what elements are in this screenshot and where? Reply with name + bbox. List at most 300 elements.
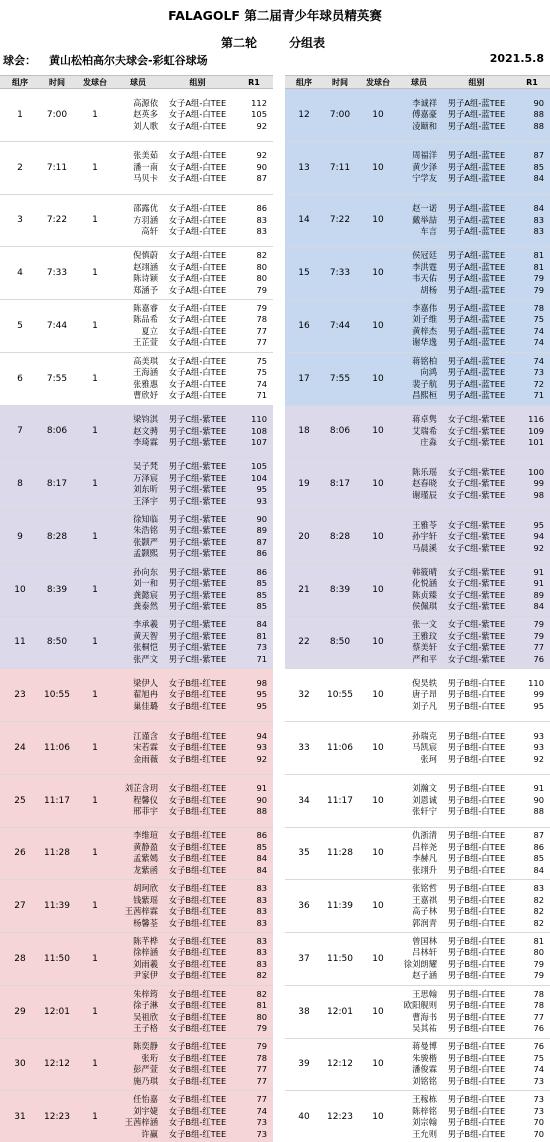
player-division: 女子B组-红TEE: [168, 864, 227, 875]
player-division: 女子B组-红TEE: [168, 958, 227, 969]
player-division: 女子A组-白TEE: [168, 337, 227, 348]
player-list: [399, 195, 550, 247]
group-number: 23: [14, 690, 26, 701]
player-r1-score: 116: [528, 414, 544, 425]
player-division: 女子B组-红TEE: [168, 1075, 227, 1086]
player-r1-score: 70: [533, 1117, 544, 1128]
player-division: 男子A组-蓝TEE: [447, 337, 506, 348]
group-number: 30: [14, 1059, 26, 1070]
round-heading: [0, 34, 550, 52]
player-row: [399, 631, 550, 643]
player-row: [399, 98, 550, 110]
starting-tee: 1: [92, 479, 98, 490]
player-r1-score: 75: [533, 1052, 544, 1063]
player-division: 女子B组-红TEE: [168, 988, 227, 999]
player-name: 宋若霖: [133, 742, 158, 753]
player-division: 男子A组-蓝TEE: [447, 367, 506, 378]
tee-time: 12:01: [44, 1006, 70, 1017]
player-row: [116, 356, 273, 368]
player-name: 徐知临: [133, 513, 158, 524]
starting-tee: 10: [372, 215, 384, 226]
tee-time: 7:11: [46, 162, 68, 173]
group-number: 26: [14, 848, 26, 859]
player-division: 女子A组-白TEE: [168, 314, 227, 325]
player-r1-score: 99: [533, 689, 544, 700]
player-name: 车言: [420, 226, 437, 237]
starting-tee: 1: [92, 531, 98, 542]
player-row: [116, 970, 273, 982]
player-list: [116, 564, 273, 616]
player-list: [399, 406, 550, 458]
player-division: 男子B组-白TEE: [447, 1000, 506, 1011]
player-name: 张铭哲: [412, 883, 437, 894]
tee-time: 11:17: [327, 795, 353, 806]
player-r1-score: 81: [256, 630, 267, 641]
player-row: [116, 865, 273, 877]
player-name: 程馨仪: [133, 794, 158, 805]
player-row: [116, 1076, 273, 1088]
player-row: [399, 250, 550, 262]
player-name: 周福洋: [412, 150, 437, 161]
player-r1-score: 74: [533, 325, 544, 336]
player-name: 韦天佑: [412, 273, 437, 284]
player-name: 刘宇婕: [133, 1105, 158, 1116]
player-division: 男子B组-白TEE: [447, 864, 506, 875]
player-r1-score: 83: [256, 214, 267, 225]
player-name: 刘一和: [133, 578, 158, 589]
pairing-group: [0, 986, 273, 1039]
player-division: 男子A组-蓝TEE: [447, 120, 506, 131]
player-division: 男子B组-白TEE: [447, 677, 506, 688]
player-list: [399, 511, 550, 563]
starting-tee: 10: [372, 848, 384, 859]
player-row: [399, 830, 550, 842]
player-r1-score: 112: [251, 97, 267, 108]
player-row: [116, 514, 273, 526]
pairing-group: [0, 669, 273, 722]
player-row: [399, 414, 550, 426]
tee-time: 7:22: [46, 215, 68, 226]
player-division: 男子B组-白TEE: [447, 742, 506, 753]
player-name: 侯冠廷: [412, 250, 437, 261]
player-list: [116, 458, 273, 510]
player-list: [116, 195, 273, 247]
player-division: 男子B组-白TEE: [447, 906, 506, 917]
player-r1-score: 84: [256, 619, 267, 630]
player-name: 仇浙清: [412, 830, 437, 841]
venue-name: 黄山松柏高尔夫球会-彩虹谷球场: [49, 54, 208, 67]
player-row: [399, 1064, 550, 1076]
player-name: 彭严萱: [133, 1064, 158, 1075]
player-row: [116, 853, 273, 865]
player-row: [116, 1041, 273, 1053]
player-division: 男子B组-白TEE: [447, 783, 506, 794]
pairing-group: [285, 353, 550, 406]
player-r1-score: 91: [533, 578, 544, 589]
tee-time: 12:12: [44, 1059, 70, 1070]
player-r1-score: 101: [528, 437, 544, 448]
player-name: 黄静盈: [133, 841, 158, 852]
player-name: 曹海书: [412, 1011, 437, 1022]
player-division: 男子A组-蓝TEE: [447, 109, 506, 120]
group-number: 33: [298, 742, 310, 753]
player-name: 李嘉伟: [412, 302, 437, 313]
player-r1-score: 84: [533, 601, 544, 612]
player-name: 化悦涵: [412, 578, 437, 589]
player-name: 吴其祐: [412, 1023, 437, 1034]
player-name: 王茜梓涵: [124, 1117, 158, 1128]
pairing-group: [0, 1091, 273, 1142]
player-list: [399, 775, 550, 827]
player-row: [399, 731, 550, 743]
player-division: 女子A组-白TEE: [168, 161, 227, 172]
player-r1-score: 73: [533, 1105, 544, 1116]
player-name: 尹家伊: [133, 970, 158, 981]
player-name: 孟颢熙: [133, 548, 158, 559]
player-division: 女子A组-白TEE: [168, 109, 227, 120]
player-division: 女子A组-白TEE: [168, 97, 227, 108]
player-name: 王嘉祺: [412, 894, 437, 905]
pairing-group: [285, 828, 550, 881]
player-row: [399, 1076, 550, 1088]
player-list: [399, 669, 550, 721]
header-r1: R1: [248, 77, 260, 87]
tee-time: 8:50: [46, 637, 68, 648]
player-row: [116, 936, 273, 948]
player-r1-score: 79: [533, 630, 544, 641]
player-name: 黄天智: [133, 630, 158, 641]
tee-time: 8:39: [46, 584, 68, 595]
tee-time: 7:33: [329, 268, 351, 279]
player-name: 孟紫嫣: [133, 853, 158, 864]
player-r1-score: 93: [256, 742, 267, 753]
pairing-group: [0, 722, 273, 775]
player-name: 刘子维: [412, 314, 437, 325]
page-title: FALAGOLF 第二届青少年球员精英赛: [168, 8, 382, 23]
player-name: 陈乐瑶: [412, 466, 437, 477]
tee-time: 8:06: [329, 426, 351, 437]
player-name: 欧阳舰则: [403, 1000, 437, 1011]
player-division: 男子C组-紫TEE: [168, 630, 227, 641]
starting-tee: 1: [92, 215, 98, 226]
player-r1-score: 77: [256, 1064, 267, 1075]
event-date: 2021.5.8: [489, 52, 544, 65]
player-name: 潘俊霖: [412, 1064, 437, 1075]
player-row: [399, 1129, 550, 1141]
player-r1-score: 95: [533, 700, 544, 711]
player-list: [116, 722, 273, 774]
player-row: [116, 601, 273, 613]
pairing-group: [285, 564, 550, 617]
player-row: [116, 567, 273, 579]
header-player: 球员: [411, 77, 427, 87]
player-name: 高源依: [133, 97, 158, 108]
player-name: 张桐恺: [133, 642, 158, 653]
player-r1-score: 100: [528, 466, 544, 477]
player-r1-score: 76: [533, 653, 544, 664]
player-division: 男子C组-紫TEE: [168, 642, 227, 653]
player-division: 男子B组-白TEE: [447, 806, 506, 817]
player-r1-score: 84: [533, 173, 544, 184]
player-r1-score: 77: [256, 325, 267, 336]
player-r1-score: 78: [256, 1052, 267, 1063]
header-time: 时间: [332, 77, 348, 87]
player-name: 张轩宁: [412, 806, 437, 817]
player-r1-score: 81: [533, 250, 544, 261]
player-name: 万泽宸: [133, 472, 158, 483]
player-division: 男子B组-白TEE: [447, 1128, 506, 1139]
tee-time: 8:17: [46, 479, 68, 490]
pairing-group: [0, 89, 273, 142]
player-division: 男子B组-白TEE: [447, 830, 506, 841]
player-r1-score: 79: [256, 284, 267, 295]
player-division: 男子B组-白TEE: [447, 689, 506, 700]
player-name: 张雅惠: [133, 378, 158, 389]
player-row: [116, 619, 273, 631]
player-division: 女子C组-紫TEE: [447, 478, 506, 489]
player-list: [116, 300, 273, 352]
player-name: 刘人歌: [133, 120, 158, 131]
player-row: [399, 1106, 550, 1118]
player-list: [116, 669, 273, 721]
player-division: 女子B组-红TEE: [168, 1041, 227, 1052]
player-r1-score: 73: [533, 367, 544, 378]
player-division: 男子C组-紫TEE: [168, 578, 227, 589]
player-row: [399, 701, 550, 713]
player-division: 男子A组-蓝TEE: [447, 355, 506, 366]
player-name: 向鸿: [420, 367, 437, 378]
player-r1-score: 70: [533, 1128, 544, 1139]
player-row: [399, 367, 550, 379]
player-division: 男子B组-白TEE: [447, 1052, 506, 1063]
player-r1-score: 78: [533, 988, 544, 999]
player-row: [116, 98, 273, 110]
player-r1-score: 81: [256, 1000, 267, 1011]
player-division: 男子C组-紫TEE: [168, 653, 227, 664]
player-division: 女子B组-红TEE: [168, 700, 227, 711]
player-division: 男子C组-紫TEE: [168, 425, 227, 436]
player-division: 男子A组-蓝TEE: [447, 97, 506, 108]
player-name: 倪昊轶: [412, 677, 437, 688]
player-r1-score: 83: [533, 226, 544, 237]
player-division: 男子B组-白TEE: [447, 970, 506, 981]
player-list: [399, 933, 550, 985]
player-division: 女子C组-紫TEE: [447, 653, 506, 664]
player-row: [116, 414, 273, 426]
player-r1-score: 81: [533, 261, 544, 272]
player-name: 张严文: [133, 653, 158, 664]
player-name: 王允则: [412, 1128, 437, 1139]
player-r1-score: 84: [256, 864, 267, 875]
player-division: 女子C组-紫TEE: [447, 531, 506, 542]
player-name: 江谨含: [133, 730, 158, 741]
player-row: [399, 742, 550, 754]
player-r1-score: 82: [256, 988, 267, 999]
player-name: 王思翰: [412, 988, 437, 999]
player-name: 严和平: [412, 653, 437, 664]
player-name: 王雅玟: [412, 630, 437, 641]
group-number: 2: [17, 162, 23, 173]
player-r1-score: 98: [256, 677, 267, 688]
player-division: 女子C组-紫TEE: [447, 542, 506, 553]
player-row: [399, 326, 550, 338]
player-list: [116, 828, 273, 880]
player-row: [116, 437, 273, 449]
player-division: 女子C组-紫TEE: [447, 578, 506, 589]
starting-tee: 10: [372, 320, 384, 331]
table-header: [0, 75, 273, 89]
player-list: [116, 1039, 273, 1091]
player-name: 黄梓杰: [412, 325, 437, 336]
player-row: [116, 701, 273, 713]
player-row: [399, 567, 550, 579]
player-row: [399, 689, 550, 701]
player-name: 张翊升: [412, 864, 437, 875]
player-r1-score: 78: [533, 1000, 544, 1011]
player-division: 女子B组-红TEE: [168, 1023, 227, 1034]
player-division: 女子C组-紫TEE: [447, 566, 506, 577]
player-r1-score: 80: [533, 947, 544, 958]
player-division: 男子C组-紫TEE: [168, 495, 227, 506]
player-name: 马晨溪: [412, 542, 437, 553]
player-row: [116, 1023, 273, 1035]
player-row: [399, 642, 550, 654]
player-row: [399, 478, 550, 490]
player-division: 男子B组-白TEE: [447, 1023, 506, 1034]
pairing-group: [0, 300, 273, 353]
player-r1-score: 83: [256, 906, 267, 917]
group-number: 32: [298, 690, 310, 701]
player-division: 男子B组-白TEE: [447, 853, 506, 864]
player-division: 男子C组-紫TEE: [168, 437, 227, 448]
group-number: 10: [14, 584, 26, 595]
player-list: [399, 828, 550, 880]
player-row: [116, 226, 273, 238]
player-r1-score: 108: [251, 425, 267, 436]
tee-time: 7:44: [46, 320, 68, 331]
player-row: [399, 150, 550, 162]
tee-time: 7:55: [329, 373, 351, 384]
player-r1-score: 90: [533, 97, 544, 108]
player-division: 女子C组-紫TEE: [447, 437, 506, 448]
player-division: 男子A组-蓝TEE: [447, 203, 506, 214]
header-tee: 发球台: [83, 77, 107, 87]
player-row: [116, 109, 273, 121]
group-number: 9: [17, 531, 23, 542]
player-r1-score: 93: [533, 730, 544, 741]
player-name: 梁伊人: [133, 677, 158, 688]
player-name: 王海涵: [133, 367, 158, 378]
player-r1-score: 79: [256, 1023, 267, 1034]
player-r1-score: 84: [256, 853, 267, 864]
player-division: 男子B组-白TEE: [447, 753, 506, 764]
player-division: 男子B组-白TEE: [447, 917, 506, 928]
player-name: 宁学友: [412, 173, 437, 184]
player-row: [399, 285, 550, 297]
tee-time: 11:06: [44, 742, 70, 753]
player-row: [399, 303, 550, 315]
player-row: [399, 936, 550, 948]
player-division: 女子B组-红TEE: [168, 853, 227, 864]
group-number: 11: [14, 637, 26, 648]
player-division: 男子A组-蓝TEE: [447, 250, 506, 261]
player-row: [399, 853, 550, 865]
player-division: 女子B组-红TEE: [168, 1117, 227, 1128]
pairing-group: [285, 933, 550, 986]
player-name: 孙向东: [133, 566, 158, 577]
player-row: [399, 531, 550, 543]
player-row: [399, 1053, 550, 1065]
tee-time: 8:17: [329, 479, 351, 490]
player-name: 任怡嘉: [133, 1094, 158, 1105]
player-r1-score: 109: [528, 425, 544, 436]
player-row: [399, 1012, 550, 1024]
player-r1-score: 74: [533, 1064, 544, 1075]
player-division: 女子A组-白TEE: [168, 302, 227, 313]
player-row: [399, 795, 550, 807]
player-row: [399, 356, 550, 368]
player-row: [116, 806, 273, 818]
group-number: 5: [17, 320, 23, 331]
player-row: [399, 754, 550, 766]
player-list: [116, 511, 273, 563]
player-row: [399, 906, 550, 918]
player-division: 女子B组-红TEE: [168, 883, 227, 894]
player-name: 梁钧淇: [133, 414, 158, 425]
group-number: 3: [17, 215, 23, 226]
player-r1-score: 77: [256, 1075, 267, 1086]
group-number: 24: [14, 742, 26, 753]
player-division: 男子A组-蓝TEE: [447, 325, 506, 336]
header-r1: R1: [526, 77, 538, 87]
player-division: 男子B组-白TEE: [447, 794, 506, 805]
player-name: 张颢严: [133, 536, 158, 547]
player-row: [116, 642, 273, 654]
player-name: 郑涵予: [133, 284, 158, 295]
player-r1-score: 75: [256, 367, 267, 378]
player-name: 李琦霖: [133, 437, 158, 448]
group-number: 37: [298, 953, 310, 964]
pairing-group: [0, 406, 273, 459]
player-name: 钱紫瑶: [133, 894, 158, 905]
player-name: 李诚祥: [412, 97, 437, 108]
player-r1-score: 91: [533, 566, 544, 577]
player-name: 侯佩琪: [412, 601, 437, 612]
player-name: 赵子涵: [412, 970, 437, 981]
group-number: 14: [298, 215, 310, 226]
player-r1-score: 86: [256, 203, 267, 214]
player-name: 戴举喆: [412, 214, 437, 225]
player-division: 女子C组-紫TEE: [447, 619, 506, 630]
group-number: 13: [298, 162, 310, 173]
player-row: [116, 537, 273, 549]
player-r1-score: 73: [256, 1117, 267, 1128]
pairing-group: [0, 142, 273, 195]
player-r1-score: 90: [256, 794, 267, 805]
player-division: 男子B组-白TEE: [447, 730, 506, 741]
player-division: 女子B组-红TEE: [168, 1128, 227, 1139]
player-division: 女子A组-白TEE: [168, 120, 227, 131]
pairing-group: [285, 142, 550, 195]
starting-tee: 1: [92, 268, 98, 279]
player-row: [116, 1117, 273, 1129]
player-division: 女子A组-白TEE: [168, 214, 227, 225]
player-name: 张一文: [412, 619, 437, 630]
pairing-group: [0, 880, 273, 933]
player-r1-score: 83: [533, 883, 544, 894]
player-row: [399, 203, 550, 215]
player-name: 吴祖欣: [133, 1011, 158, 1022]
